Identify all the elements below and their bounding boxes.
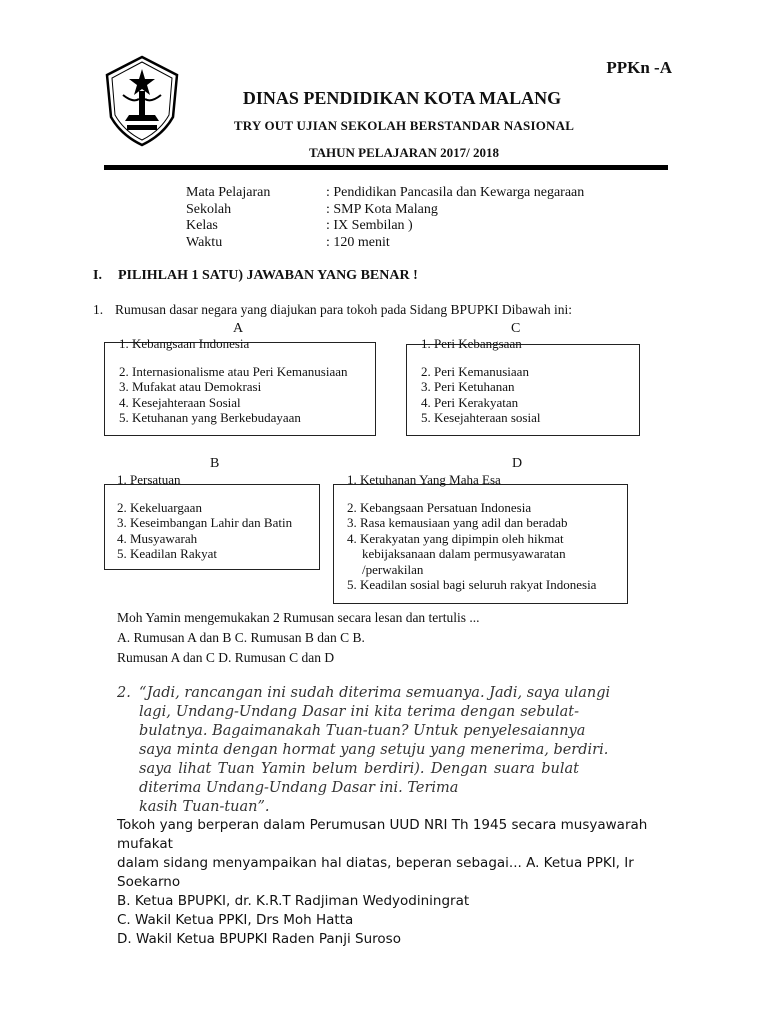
option-list-c bbox=[421, 336, 540, 426]
answer-option-c: C. Wakil Ketua PPKI, Drs Moh Hatta bbox=[117, 912, 354, 928]
quote-line: 2. “Jadi, rancangan ini sudah diterima semuanya. Jadi, saya ulangi bbox=[117, 685, 611, 701]
list-item: 5. Keadilan Rakyat bbox=[117, 546, 217, 561]
list-item: 3. Rasa kemausiaan yang adil dan beradab bbox=[347, 515, 568, 530]
quote-line: kasih Tuan-tuan”. bbox=[139, 799, 270, 815]
info-value: : Pendidikan Pancasila dan Kewarga negaraan bbox=[326, 185, 585, 200]
question-number: 1. bbox=[93, 302, 104, 317]
question-1 bbox=[93, 302, 572, 318]
section-title: PILIHLAH 1 SATU) JAWABAN YANG BENAR ! bbox=[118, 268, 418, 283]
list-item: 2. Peri Kemanusiaan bbox=[421, 363, 529, 379]
list-item: 1. Ketuhanan Yang Maha Esa bbox=[347, 472, 501, 487]
info-row-class bbox=[186, 218, 584, 235]
option-list-d bbox=[347, 472, 596, 593]
option-label-b: B bbox=[210, 456, 220, 471]
question-2-line: dalam sidang menyampaikan hal diatas, beperan sebagai... A. Ketua PPKI, Ir Soekarno bbox=[117, 855, 634, 890]
info-row-time bbox=[186, 235, 584, 252]
option-label-d: D bbox=[512, 456, 523, 471]
question-text: Rumusan dasar negara yang diajukan para tokoh pada Sidang BPUPKI Dibawah ini: bbox=[115, 302, 573, 317]
list-item: 4. Kerakyatan yang dipimpin oleh hikmat bbox=[347, 530, 564, 546]
list-item: 1. Peri Kebangsaan bbox=[421, 336, 522, 351]
quote-line: saya minta dengan hormat yang setuju yang menerima, berdiri. bbox=[139, 742, 609, 758]
info-label: Kelas bbox=[186, 218, 218, 233]
quote-line: bulatnya. Bagaimanakah Tuan-tuan? Untuk penyelesaiannya bbox=[139, 723, 586, 739]
info-label: Waktu bbox=[186, 234, 223, 250]
info-row-school bbox=[186, 202, 584, 219]
info-label: Mata Pelajaran bbox=[186, 185, 271, 200]
subject-code: PPKn -A bbox=[606, 58, 672, 77]
question-1-answers: Rumusan A dan C D. Rumusan C dan D bbox=[117, 650, 335, 665]
list-item: kebijaksanaan dalam permusyawaratan bbox=[362, 546, 566, 561]
question-2-quote bbox=[117, 684, 611, 817]
info-value: : SMP Kota Malang bbox=[326, 201, 438, 217]
exam-info bbox=[186, 185, 584, 251]
list-item: 5. Keadilan sosial bagi seluruh rakyat Indonesia bbox=[347, 577, 597, 592]
list-item: 4. Peri Kerakyatan bbox=[421, 394, 519, 410]
option-list-a bbox=[119, 336, 348, 426]
list-item: 1. Kebangsaan Indonesia bbox=[119, 336, 250, 351]
list-item: 3. Peri Ketuhanan bbox=[421, 379, 515, 394]
academic-year: TAHUN PELAJARAN 2017/ 2018 bbox=[308, 145, 500, 160]
list-item: 4. Musyawarah bbox=[117, 530, 198, 546]
quote-line: diterima Undang-Undang Dasar ini. Terima bbox=[139, 780, 459, 796]
info-row-subject bbox=[186, 185, 584, 202]
question-2-body bbox=[117, 816, 677, 949]
quote-line: saya lihat Tuan Yamin belum berdiri). Dengan suara bulat bbox=[139, 761, 579, 777]
header-rule bbox=[104, 165, 668, 170]
answer-option-b: B. Ketua BPUPKI, dr. K.R.T Radjiman Wedyodiningrat bbox=[117, 893, 470, 909]
list-item: 3. Keseimbangan Lahir dan Batin bbox=[117, 515, 293, 530]
list-item: 4. Kesejahteraan Sosial bbox=[119, 394, 241, 410]
answer-option-d: D. Wakil Ketua BPUPKI Raden Panji Suroso bbox=[117, 931, 401, 947]
quote-line: lagi, Undang-Undang Dasar ini kita terima dengan sebulat- bbox=[139, 704, 579, 720]
option-label-a: A bbox=[233, 321, 244, 336]
list-item: 5. Kesejahteraan sosial bbox=[421, 410, 541, 425]
section-heading bbox=[93, 268, 418, 284]
list-item: 2. Internasionalisme atau Peri Kemanusiaan bbox=[119, 363, 348, 379]
agency-title: DINAS PENDIDIKAN KOTA MALANG bbox=[242, 88, 562, 108]
option-label-c: C bbox=[511, 321, 521, 336]
list-item: 2. Kekeluargaan bbox=[117, 499, 202, 515]
question-2-line: Tokoh yang berperan dalam Perumusan UUD NRI Th 1945 secara musyawarah mufakat bbox=[117, 817, 648, 852]
info-value: : 120 menit bbox=[326, 234, 390, 250]
question-1-stem: Moh Yamin mengemukakan 2 Rumusan secara lesan dan tertulis ... bbox=[117, 610, 480, 625]
list-item: 3. Mufakat atau Demokrasi bbox=[119, 379, 262, 394]
question-1-answers: A. Rumusan A dan B C. Rumusan B dan C B. bbox=[117, 630, 365, 645]
section-number: I. bbox=[93, 268, 102, 283]
list-item: 2. Kebangsaan Persatuan Indonesia bbox=[347, 499, 532, 515]
info-label: Sekolah bbox=[186, 201, 232, 217]
question-number: 2. bbox=[117, 685, 131, 701]
option-list-b bbox=[117, 472, 292, 562]
info-value: : IX Sembilan ) bbox=[326, 218, 413, 233]
list-item: /perwakilan bbox=[362, 561, 424, 577]
list-item: 1. Persatuan bbox=[117, 472, 181, 487]
exam-title: TRY OUT UJIAN SEKOLAH BERSTANDAR NASIONAL bbox=[233, 118, 575, 133]
list-item: 5. Ketuhanan yang Berkebudayaan bbox=[119, 410, 301, 425]
